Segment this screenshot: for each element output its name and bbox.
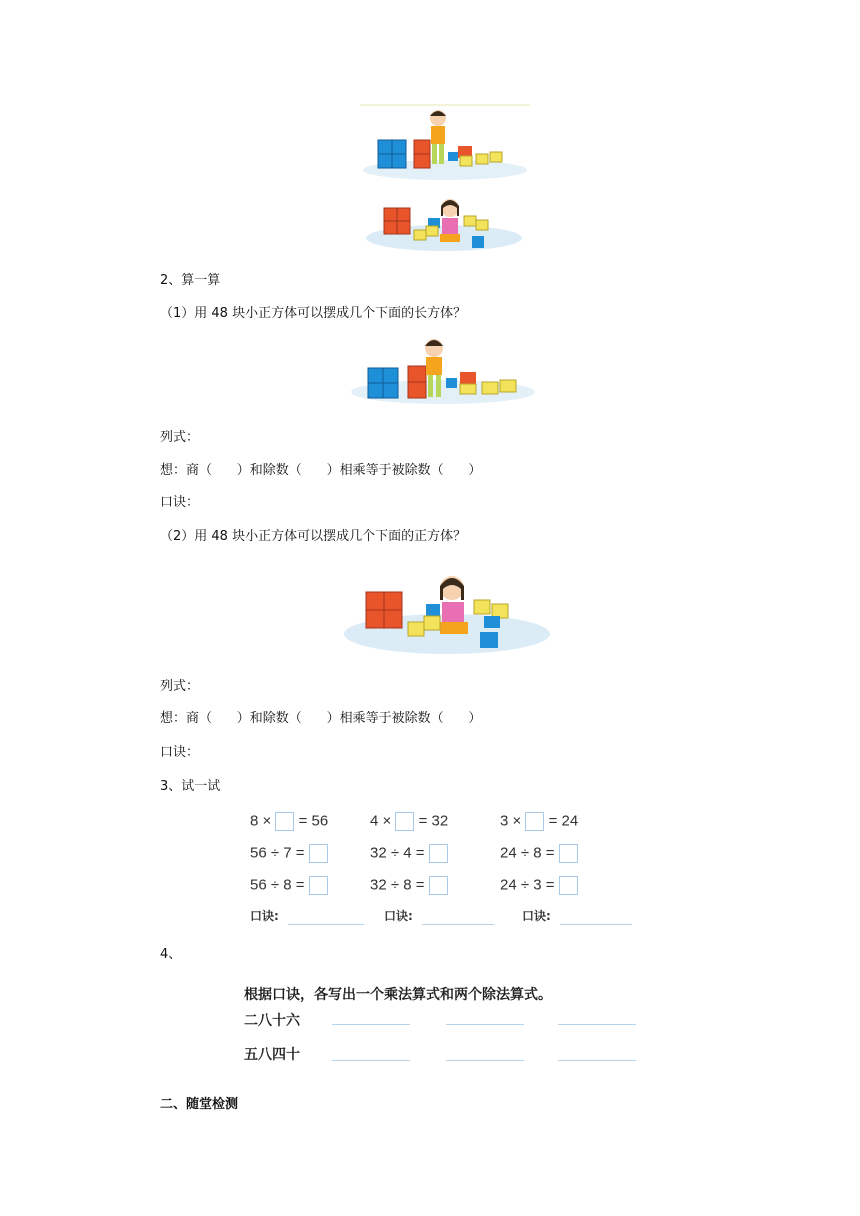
answer-line[interactable] — [446, 1060, 524, 1061]
answer-box[interactable] — [429, 876, 448, 895]
rhyme-label: 口诀: — [250, 909, 279, 923]
equation: 3 × = 24 — [500, 812, 579, 830]
girl-building-cube-illustration-large — [342, 572, 552, 658]
formula-label-1: 列式： — [160, 430, 200, 445]
answer-box[interactable] — [309, 876, 328, 895]
equation: 32 ÷ 4 = — [370, 844, 448, 863]
equation: 4 × = 32 — [370, 812, 449, 830]
equation: 8 × = 56 — [250, 812, 329, 830]
rhyme-answer-line[interactable] — [288, 924, 364, 925]
rhyme-answer-line[interactable] — [422, 924, 494, 925]
girl-building-cube-illustration — [364, 194, 524, 256]
answer-box[interactable] — [309, 844, 328, 863]
answer-box[interactable] — [395, 812, 414, 831]
rhyme-label: 口诀: — [384, 909, 413, 923]
equation: 32 ÷ 8 = — [370, 876, 448, 895]
answer-box[interactable] — [525, 812, 544, 831]
boy-building-cuboid-illustration-large — [348, 336, 538, 406]
section-2-title: 2、算一算 — [160, 273, 221, 288]
answer-line[interactable] — [332, 1060, 410, 1061]
answer-box[interactable] — [429, 844, 448, 863]
equation: 24 ÷ 3 = — [500, 876, 578, 895]
section-heading-quiz: 二、随堂检测 — [160, 1097, 239, 1112]
formula-label-2: 列式： — [160, 679, 200, 694]
rhyme-label: 口诀: — [522, 909, 551, 923]
instruction: 根据口诀，各写出一个乘法算式和两个除法算式。 — [244, 987, 552, 1003]
rhyme-label-2: 口诀： — [160, 745, 200, 760]
answer-box[interactable] — [559, 876, 578, 895]
rhyme-exercise-sheet — [240, 980, 640, 1066]
equation: 24 ÷ 8 = — [500, 844, 578, 863]
answer-line[interactable] — [558, 1024, 636, 1025]
section-3-title: 3、试一试 — [160, 779, 221, 794]
question-1: （1）用 48 块小正方体可以摆成几个下面的长方体？ — [160, 306, 467, 321]
equation: 56 ÷ 8 = — [250, 876, 328, 895]
rhyme-answer-line[interactable] — [560, 924, 632, 925]
rhyme-item: 二八十六 — [244, 1013, 300, 1029]
rhyme-label-1: 口诀： — [160, 495, 200, 510]
answer-line[interactable] — [332, 1024, 410, 1025]
answer-box[interactable] — [275, 812, 294, 831]
think-line-2: 想：商（ ）和除数（ ）相乘等于被除数（ ） — [160, 711, 482, 726]
try-exercise-sheet — [242, 804, 634, 930]
answer-line[interactable] — [446, 1024, 524, 1025]
section-4-title: 4、 — [160, 947, 182, 962]
answer-line[interactable] — [558, 1060, 636, 1061]
think-line-1: 想：商（ ）和除数（ ）相乘等于被除数（ ） — [160, 463, 482, 478]
answer-box[interactable] — [559, 844, 578, 863]
rhyme-item: 五八四十 — [244, 1047, 300, 1063]
equation: 56 ÷ 7 = — [250, 844, 328, 863]
question-2: （2）用 48 块小正方体可以摆成几个下面的正方体？ — [160, 529, 467, 544]
boy-building-cuboid-illustration — [360, 104, 530, 182]
